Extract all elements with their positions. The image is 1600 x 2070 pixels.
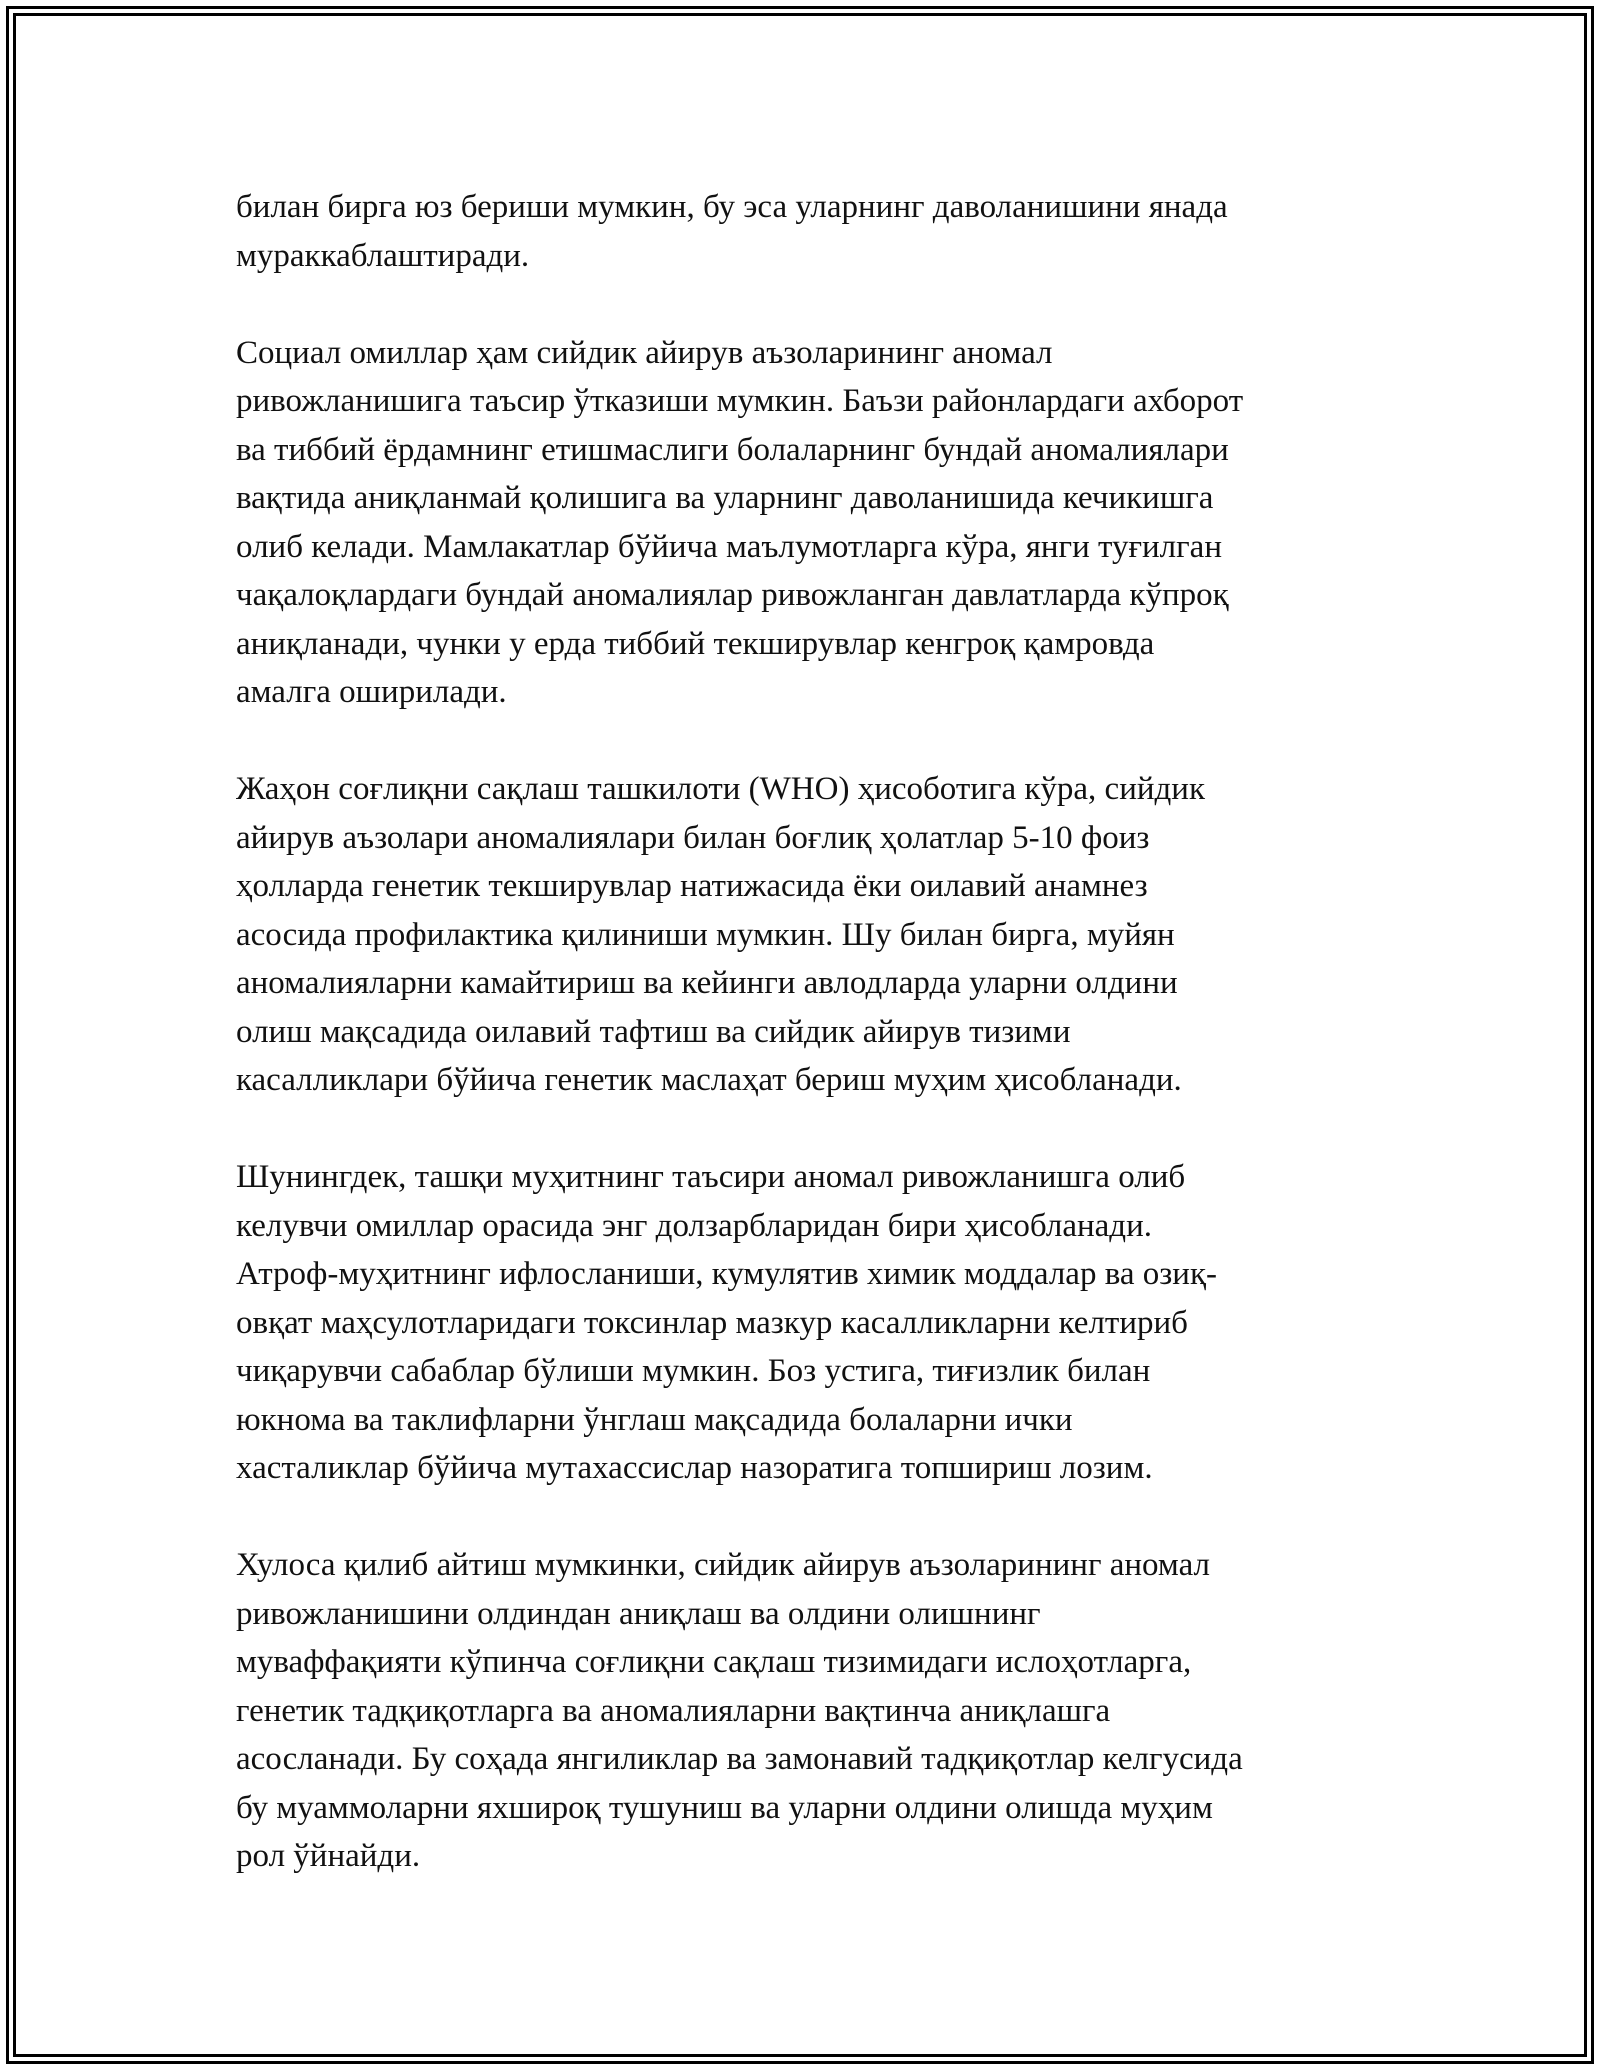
paragraph-3: Жаҳон соғлиқни сақлаш ташкилоти (WHO) ҳисоботига кўра, сийдик айирув аъзолари аномалиялари билан боғлиқ ҳолатлар 5-10 фоиз ҳолларда генетик текширувлар натижасида ёки оилавий анамнез асосида профилактика қилиниши мумкин. Шу билан бирга, муйян аномалияларни камайтириш ва кейинги авлодларда уларни олдини олиш мақсадида оилавий тафтиш ва сийдик айирув тизими касалликлари бўйича генетик маслаҳат бериш муҳим ҳисобланади.	[236, 771, 1206, 1098]
paragraph-4: Шунингдек, ташқи муҳитнинг таъсири аномал ривожланишга олиб келувчи омиллар орасида энг долзарбларидан бири ҳисобланади. Атроф-муҳитнинг ифлосланиши, кумулятив химик моддалар ва озиқ- овқат маҳсулотларидаги токсинлар мазкур касалликларни келтириб чиқарувчи сабаблар бўлиши мумкин. Боз устига, тиғизлик билан юкнома ва таклифларни ўнглаш мақсадида болаларни ички хасталиклар бўйича мутахассислар назоратига топшириш лозим.	[236, 1159, 1217, 1486]
paragraph-5: Хулоса қилиб айтиш мумкинки, сийдик айирув аъзоларининг аномал ривожланишини олдиндан аниқлаш ва олдини олишнинг муваффақияти кўпинча соғлиқни сақлаш тизимидаги ислоҳотларга, генетик тадқиқотларга ва аномалияларни вақтинча аниқлашга асосланади. Бу соҳада янгиликлар ва замонавий тадқиқотлар келгусида бу муаммоларни яхшироқ тушуниш ва уларни олдини олишда муҳим рол ўйнайди.	[236, 1547, 1243, 1874]
paragraph-1: билан бирга юз бериши мумкин, бу эса уларнинг даволанишини янада мураккаблаштиради.	[236, 189, 1228, 274]
document-body	[236, 183, 1376, 1929]
paragraph-2: Социал омиллар ҳам сийдик айирув аъзоларининг аномал ривожланишига таъсир ўтказиши мумкин. Баъзи районлардаги ахборот ва тиббий ёрдамнинг етишмаслиги болаларнинг бундай аномалиялари вақтида аниқланмай қолишига ва уларнинг даволанишида кечикишга олиб келади. Мамлакатлар бўйича маълумотларга кўра, янги туғилган чақалоқлардаги бундай аномалиялар ривожланган давлатларда кўпроқ аниқланади, чунки у ерда тиббий текширувлар кенгроқ қамровда амалга оширилади.	[236, 334, 1244, 710]
